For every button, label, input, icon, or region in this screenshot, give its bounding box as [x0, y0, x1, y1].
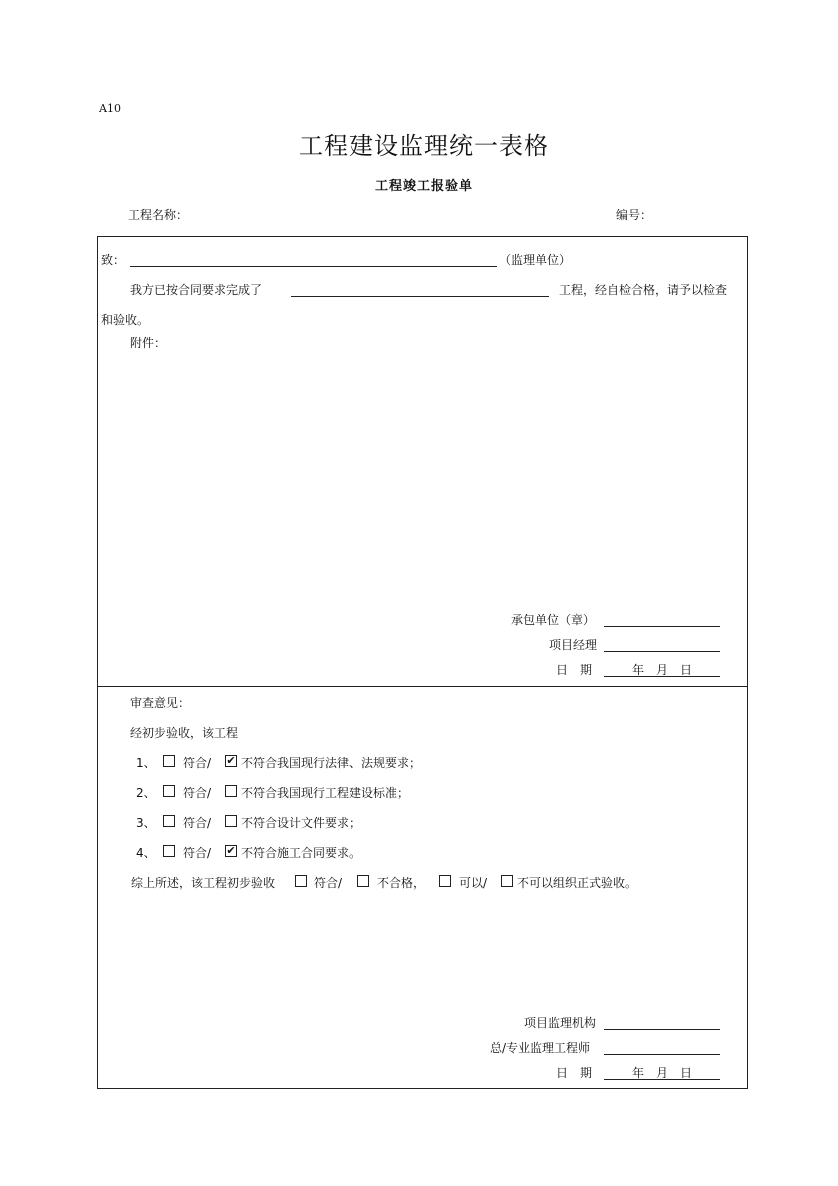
- serial-number-label: 编号：: [616, 208, 653, 222]
- statement-line2: 和验收。: [101, 313, 150, 327]
- nonconform-checkbox-2[interactable]: [225, 785, 237, 797]
- supervising-engineer-field[interactable]: [604, 1054, 720, 1055]
- review-item-number: 2、: [136, 786, 156, 800]
- conform-label-3: 符合/: [183, 816, 212, 830]
- supervisor-date-value: 年 月 日: [632, 1066, 693, 1080]
- supervisor-unit-label: （监理单位）: [499, 253, 572, 267]
- form-code: A10: [99, 102, 121, 115]
- supervisor-date-field[interactable]: [604, 1079, 720, 1080]
- conform-label-4: 符合/: [183, 846, 212, 860]
- contractor-date-field[interactable]: [604, 676, 720, 677]
- statement-suffix: 工程，经自检合格，请予以检查: [559, 283, 728, 297]
- conform-checkbox-2[interactable]: [163, 785, 175, 797]
- conform-label-2: 符合/: [183, 786, 212, 800]
- project-manager-label: 项目经理: [549, 638, 598, 652]
- nonconform-label-1: 不符合我国现行法律、法规要求；: [241, 756, 422, 770]
- project-work-field[interactable]: [291, 296, 549, 297]
- project-manager-field[interactable]: [604, 651, 720, 652]
- review-item-number: 1、: [136, 756, 156, 770]
- supervising-engineer-label: 总/专业监理工程师: [490, 1041, 591, 1055]
- conform-checkbox-4[interactable]: [163, 845, 175, 857]
- summary-cannot-label: 不可以组织正式验收。: [517, 876, 638, 890]
- conform-checkbox-1[interactable]: [163, 755, 175, 767]
- supervisor-unit-field[interactable]: [130, 266, 497, 267]
- summary-nonconform-checkbox[interactable]: [357, 875, 369, 887]
- statement-prefix: 我方已按合同要求完成了: [130, 283, 263, 297]
- contractor-date-label: 日 期: [556, 663, 593, 677]
- check-icon: ✔: [226, 844, 236, 857]
- supervision-org-label: 项目监理机构: [524, 1016, 597, 1030]
- nonconform-label-3: 不符合设计文件要求；: [241, 816, 362, 830]
- contractor-unit-field[interactable]: [604, 626, 720, 627]
- conform-label-1: 符合/: [183, 756, 212, 770]
- to-label: 致：: [101, 253, 126, 267]
- page-title: 工程建设监理统一表格: [299, 132, 549, 160]
- summary-conform-label: 符合/: [314, 876, 343, 890]
- nonconform-checkbox-4[interactable]: [225, 845, 237, 857]
- summary-nonconform-label: 不合格，: [377, 876, 426, 890]
- summary-cannot-checkbox[interactable]: [501, 875, 513, 887]
- form-subtitle: 工程竣工报验单: [374, 179, 473, 194]
- review-heading: 审查意见：: [130, 696, 191, 710]
- project-name-label: 工程名称：: [128, 208, 189, 222]
- summary-can-checkbox[interactable]: [439, 875, 451, 887]
- nonconform-checkbox-1[interactable]: [225, 755, 237, 767]
- section-divider: [97, 686, 748, 687]
- summary-can-label: 可以/: [459, 876, 488, 890]
- nonconform-checkbox-3[interactable]: [225, 815, 237, 827]
- contractor-unit-label: 承包单位（章）: [511, 613, 596, 627]
- contractor-date-value: 年 月 日: [632, 663, 693, 677]
- supervision-org-field[interactable]: [604, 1029, 720, 1030]
- review-item-number: 4、: [136, 846, 156, 860]
- review-item-number: 3、: [136, 816, 156, 830]
- review-intro: 经初步验收，该工程: [130, 726, 239, 740]
- attachments-label: 附件：: [130, 336, 167, 350]
- check-icon: ✔: [226, 754, 236, 767]
- conform-checkbox-3[interactable]: [163, 815, 175, 827]
- nonconform-label-4: 不符合施工合同要求。: [241, 846, 362, 860]
- nonconform-label-2: 不符合我国现行工程建设标准；: [241, 786, 410, 800]
- summary-conform-checkbox[interactable]: [295, 875, 307, 887]
- summary-prefix: 综上所述，该工程初步验收: [131, 876, 276, 890]
- supervisor-date-label: 日 期: [556, 1066, 593, 1080]
